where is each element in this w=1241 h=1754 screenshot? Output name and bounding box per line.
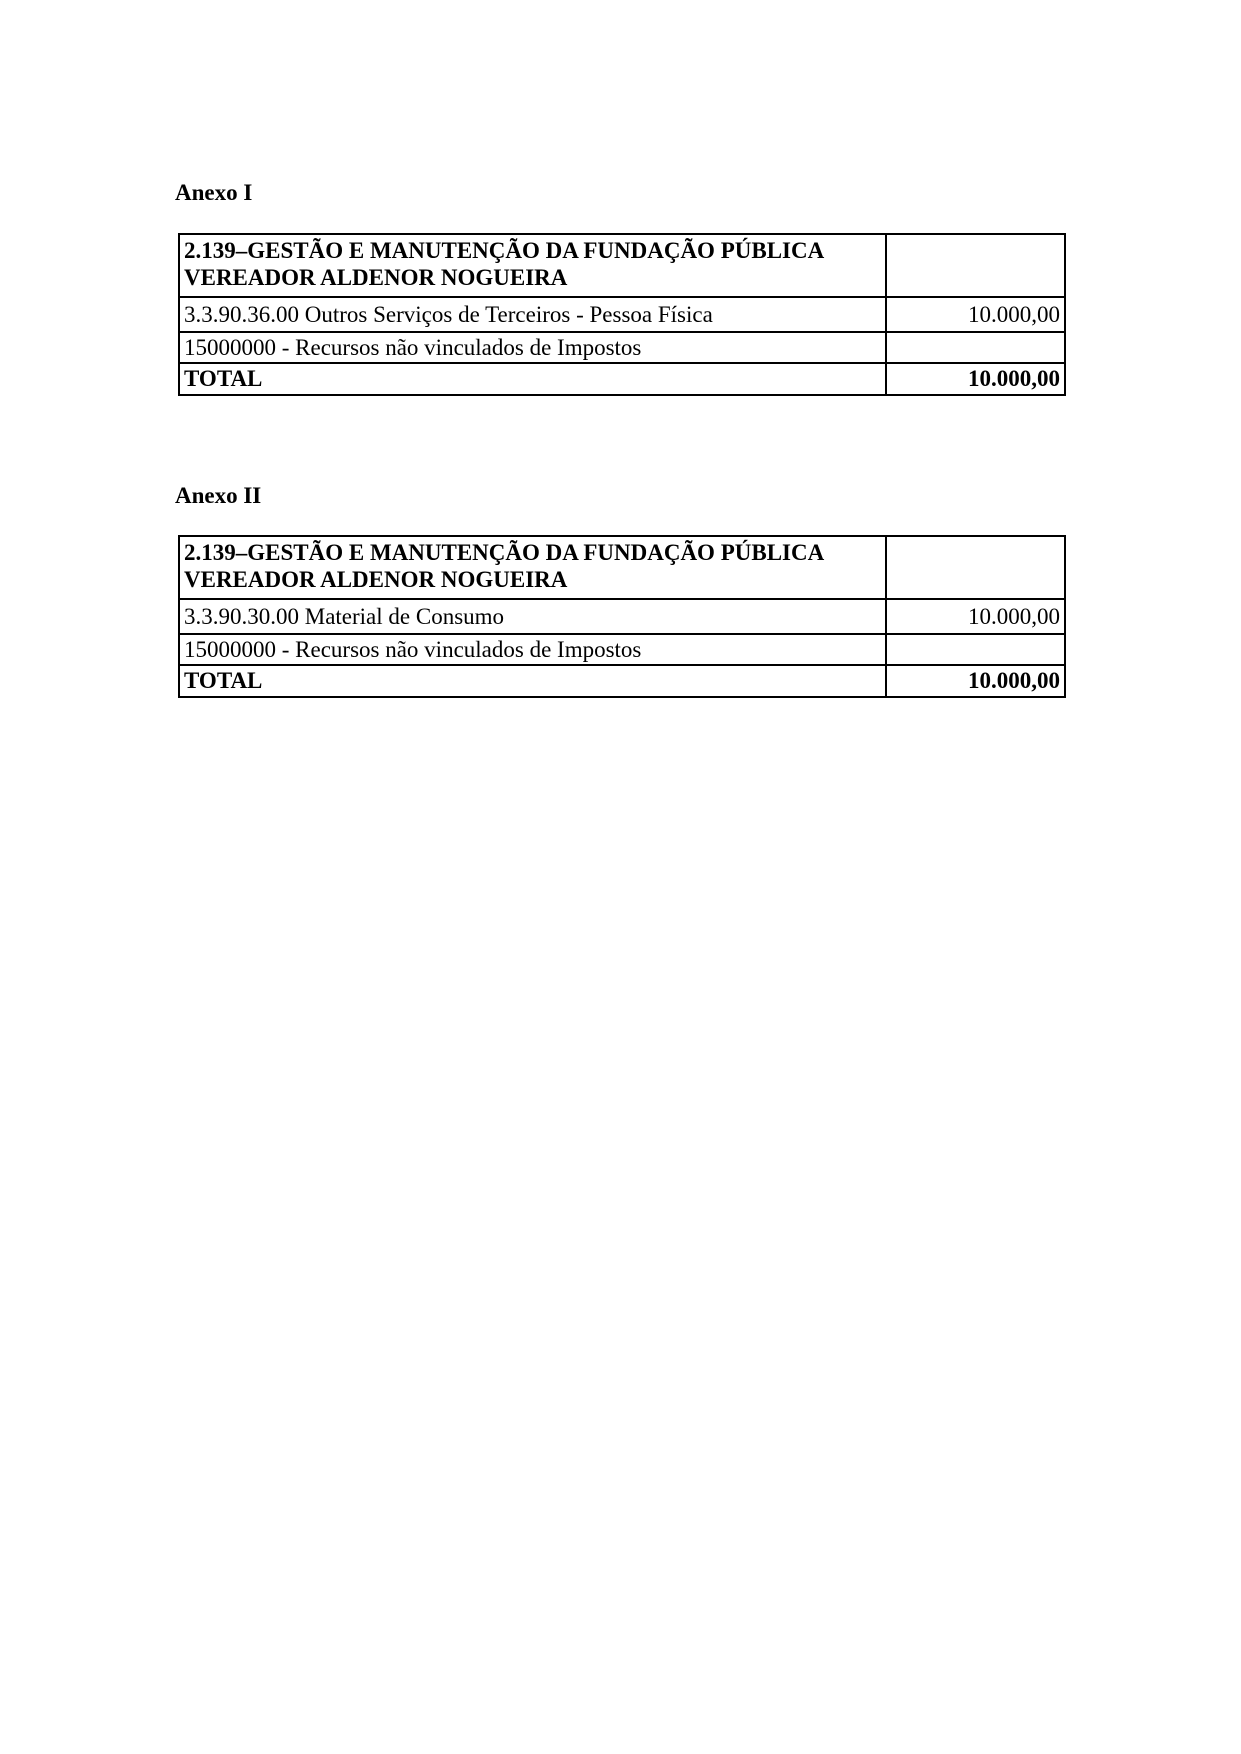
program-header-row xyxy=(179,536,1065,599)
funding-source-label-cell: 15000000 - Recursos não vinculados de Impostos xyxy=(179,332,886,363)
anexo-1-table xyxy=(178,233,1066,396)
total-row xyxy=(179,665,1065,697)
expense-row xyxy=(179,297,1065,332)
expense-label-cell: 3.3.90.36.00 Outros Serviços de Terceiros - Pessoa Física xyxy=(179,297,886,332)
anexo-2-table xyxy=(178,535,1066,698)
funding-source-value-cell xyxy=(886,634,1065,665)
expense-label-cell: 3.3.90.30.00 Material de Consumo xyxy=(179,599,886,634)
program-title-cell: 2.139–GESTÃO E MANUTENÇÃO DA FUNDAÇÃO PÚBLICA VEREADOR ALDENOR NOGUEIRA xyxy=(179,234,886,297)
program-value-cell xyxy=(886,536,1065,599)
total-label-cell: TOTAL xyxy=(179,363,886,395)
anexo-1-title: Anexo I xyxy=(175,180,253,205)
funding-source-row xyxy=(179,332,1065,363)
expense-value-cell: 10.000,00 xyxy=(886,297,1065,332)
funding-source-row xyxy=(179,634,1065,665)
program-title-cell: 2.139–GESTÃO E MANUTENÇÃO DA FUNDAÇÃO PÚBLICA VEREADOR ALDENOR NOGUEIRA xyxy=(179,536,886,599)
expense-row xyxy=(179,599,1065,634)
total-label-cell: TOTAL xyxy=(179,665,886,697)
expense-value-cell: 10.000,00 xyxy=(886,599,1065,634)
total-value-cell: 10.000,00 xyxy=(886,665,1065,697)
funding-source-label-cell: 15000000 - Recursos não vinculados de Impostos xyxy=(179,634,886,665)
program-value-cell xyxy=(886,234,1065,297)
total-row xyxy=(179,363,1065,395)
funding-source-value-cell xyxy=(886,332,1065,363)
program-header-row xyxy=(179,234,1065,297)
total-value-cell: 10.000,00 xyxy=(886,363,1065,395)
anexo-2-title: Anexo II xyxy=(175,483,262,508)
